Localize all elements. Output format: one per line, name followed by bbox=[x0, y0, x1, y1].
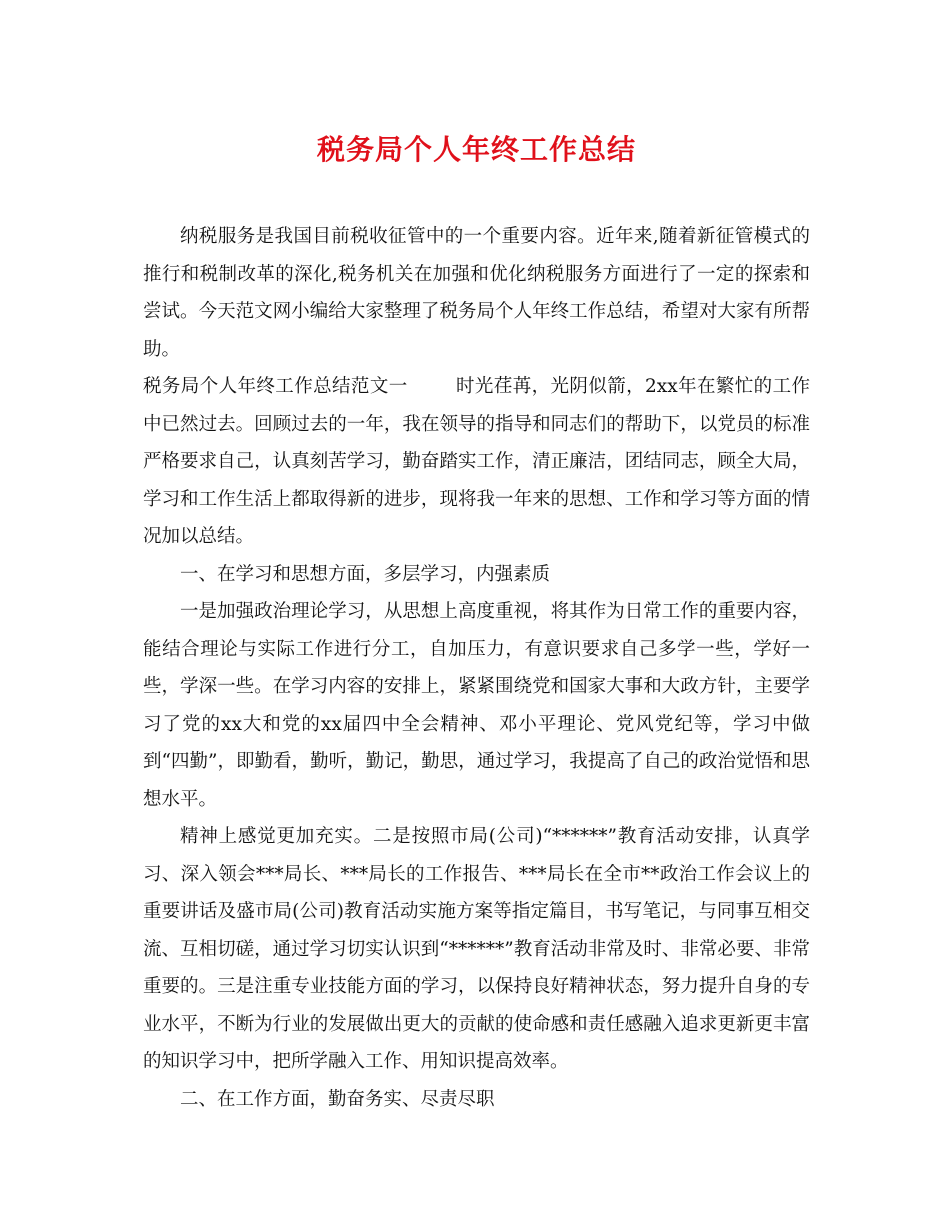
sample-paragraph bbox=[143, 368, 810, 556]
intro-paragraph: 纳税服务是我国目前税收征管中的一个重要内容。近年来,随着新征管模式的推行和税制改革的深化,税务机关在加强和优化纳税服务方面进行了一定的探索和尝试。今天范文网小编给大家整理了税务局个人年终工作总结，希望对大家有所帮助。 bbox=[143, 226, 810, 360]
sample-heading: 税务局个人年终工作总结范文一 bbox=[143, 376, 408, 397]
section1-heading: 一、在学习和思想方面，多层学习，内强素质 bbox=[180, 563, 551, 585]
document-title: 税务局个人年终工作总结 bbox=[316, 133, 636, 166]
section2-heading: 二、在工作方面，勤奋务实、尽责尽职 bbox=[180, 1088, 495, 1110]
sample-body: 时光荏苒，光阴似箭，2xx年在繁忙的工作中已然过去。回顾过去的一年，我在领导的指导和同志们的帮助下，以党员的标准严格要求自己，认真刻苦学习，勤奋踏实工作，清正廉洁，团结同志，顾全大局，学习和工作生活上都取得新的进步，现将我一年来的思想、工作和学习等方面的情况加以总结。 bbox=[143, 376, 810, 547]
section1-paragraph-2: 精神上感觉更加充实。二是按照市局(公司)“******”教育活动安排，认真学习、深入领会***局长、***局长的工作报告、***局长在全市**政治工作会议上的重要讲话及盛市局(公司)教育活动实施方案等指定篇目，书写笔记，与同事互相交流、互相切磋，通过学习切实认识到“******”教育活动非常及时、非常必要、非常重要的。三是注重专业技能方面的学习，以保持良好精神状态，努力提升自身的专业水平，不断为行业的发展做出更大的贡献的使命感和责任感融入追求更新更丰富的知识学习中，把所学融入工作、用知识提高效率。 bbox=[143, 826, 810, 1072]
section1-paragraph-1: 一是加强政治理论学习，从思想上高度重视，将其作为日常工作的重要内容，能结合理论与实际工作进行分工，自加压力，有意识要求自己多学一些，学好一些，学深一些。在学习内容的安排上，紧紧围绕党和国家大事和大政方针，主要学习了党的xx大和党的xx届四中全会精神、邓小平理论、党风党纪等，学习中做到“四勤”，即勤看，勤听，勤记，勤思，通过学习，我提高了自己的政治觉悟和思想水平。 bbox=[143, 601, 810, 810]
